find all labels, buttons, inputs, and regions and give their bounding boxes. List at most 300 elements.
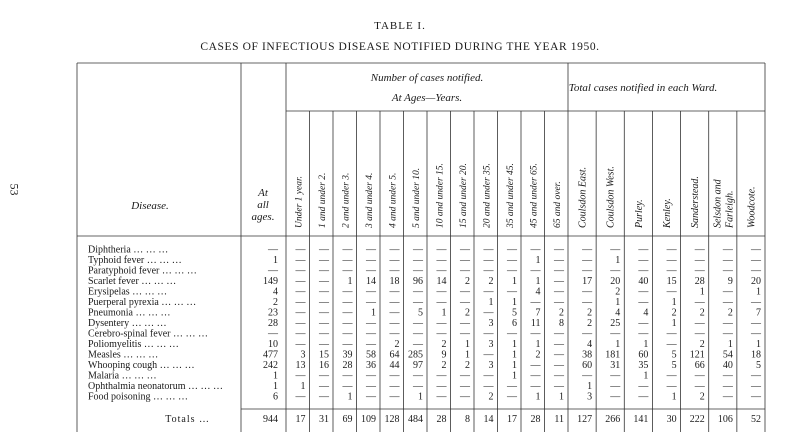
row-5-age-1: —: [319, 297, 329, 308]
row-4-ward-2: —: [638, 286, 649, 298]
row-12-ward-6: —: [751, 370, 761, 382]
row-11-age-2: 28: [342, 360, 353, 371]
row-0-ward-2: —: [638, 244, 649, 256]
row-3-age-7: 2: [465, 276, 470, 287]
row-6-ward-5: 2: [727, 307, 733, 319]
row-14-age-11: 1: [559, 391, 564, 403]
row-8-age-0: —: [295, 328, 306, 340]
all-ages-header-line3: ages.: [251, 211, 275, 223]
row-7-disease: Dysentery … … …: [88, 318, 167, 329]
row-6-age-3: 1: [371, 307, 376, 319]
row-3-ward-3: 15: [666, 276, 677, 287]
row-10-age-4: 64: [389, 349, 400, 361]
totals-age-1: 31: [319, 414, 329, 425]
row-5-age-3: —: [366, 297, 376, 308]
row-13-age-1: —: [319, 381, 329, 392]
row-1-ward-4: —: [694, 255, 705, 266]
row-7-age-9: 6: [512, 318, 517, 329]
row-2-ward-2: —: [638, 265, 649, 277]
row-3-age-2: 1: [347, 276, 353, 287]
row-10-ward-0: 38: [582, 349, 593, 361]
page-title: CASES OF INFECTIOUS DISEASE NOTIFIED DURING THE YEAR 1950.: [200, 41, 600, 53]
row-5-ward-2: —: [638, 297, 649, 308]
row-12-age-7: —: [460, 370, 470, 382]
row-0-ward-5: —: [722, 244, 733, 256]
row-9-age-0: —: [295, 339, 306, 350]
row-14-age-2: 1: [347, 391, 353, 403]
row-9-ward-3: —: [666, 339, 677, 350]
ward-group-header: Total cases notified in each Ward.: [568, 82, 718, 94]
age-col-header-9: 35 and under 45.: [505, 163, 516, 228]
row-14-age-0: —: [295, 391, 306, 403]
row-6-age-11: 2: [559, 307, 564, 319]
age-col-header-10: 45 and under 65.: [529, 163, 540, 228]
row-6-age-5: 5: [418, 307, 423, 319]
totals-ward-6: 52: [751, 414, 761, 425]
row-2-ward-1: —: [610, 265, 621, 277]
row-12-age-4: —: [389, 370, 400, 382]
row-7-ward-2: —: [638, 318, 649, 329]
row-1-age-10: 1: [535, 255, 541, 266]
row-5-age-7: —: [460, 297, 470, 308]
row-7-age-2: —: [342, 318, 353, 329]
row-10-ward-3: 5: [671, 349, 677, 361]
row-13-age-10: —: [530, 381, 541, 392]
row-9-ward-1: 1: [615, 339, 621, 350]
row-4-age-8: —: [483, 286, 494, 298]
row-3-age-11: —: [554, 276, 564, 287]
row-2-age-11: —: [554, 265, 564, 277]
age-col-header-7: 15 and under 20.: [458, 163, 469, 228]
row-13-ward-3: —: [666, 381, 677, 392]
row-2-ward-5: —: [722, 265, 733, 277]
row-14-age-9: —: [507, 391, 517, 403]
row-6-age-8: —: [483, 307, 494, 319]
row-4-disease: Erysipelas … … …: [88, 286, 168, 298]
row-6-age-10: 7: [535, 307, 541, 319]
row-5-disease: Puerperal pyrexia … … …: [88, 297, 197, 308]
ward-col-header-5-part2: Farleigh.: [724, 190, 736, 228]
row-10-ward-4: 121: [689, 349, 705, 361]
age-col-header-2: 2 and under 3.: [341, 172, 352, 228]
row-7-ward-3: 1: [671, 318, 677, 329]
row-4-ward-1: 2: [615, 286, 621, 298]
row-12-ward-4: —: [694, 370, 705, 382]
row-13-ward-0: 1: [587, 381, 593, 392]
row-9-age-3: —: [366, 339, 376, 350]
row-8-ward-2: —: [638, 328, 649, 340]
row-9-ward-0: 4: [587, 339, 593, 350]
row-5-ward-3: 1: [671, 297, 677, 308]
row-4-ward-6: 1: [756, 286, 761, 298]
totals-age-0: 17: [295, 414, 306, 425]
row-7-age-11: 8: [559, 318, 564, 329]
row-3-ward-5: 9: [727, 276, 733, 287]
row-14-ward-1: —: [610, 391, 621, 403]
row-7-age-7: —: [460, 318, 470, 329]
row-7-ward-1: 25: [610, 318, 621, 329]
row-4-age-3: —: [366, 286, 376, 298]
row-1-age-3: —: [366, 255, 376, 266]
row-6-all-ages: 23: [268, 307, 278, 319]
row-5-age-9: 1: [512, 297, 517, 308]
row-9-age-4: 2: [394, 339, 400, 350]
row-11-age-6: 2: [441, 360, 447, 371]
row-11-age-1: 16: [319, 360, 329, 371]
row-10-ward-6: 18: [751, 349, 761, 361]
page-number: 53: [7, 183, 22, 196]
row-11-age-0: 13: [295, 360, 306, 371]
row-13-ward-4: —: [694, 381, 705, 392]
row-13-age-8: —: [483, 381, 494, 392]
row-4-ward-5: —: [722, 286, 733, 298]
row-13-age-6: —: [436, 381, 447, 392]
row-7-ward-6: —: [751, 318, 761, 329]
row-3-disease: Scarlet fever … … …: [88, 276, 177, 287]
row-4-all-ages: 4: [273, 286, 278, 298]
row-1-ward-2: —: [638, 255, 649, 266]
row-1-age-4: —: [389, 255, 400, 266]
row-1-age-9: —: [507, 255, 517, 266]
row-9-ward-5: 1: [727, 339, 733, 350]
row-4-ward-3: —: [666, 286, 677, 298]
ward-col-header-4: Sanderstead.: [690, 176, 702, 228]
row-1-ward-1: 1: [615, 255, 621, 266]
row-1-disease: Typhoid fever … … …: [88, 255, 182, 266]
age-col-header-6: 10 and under 15.: [435, 163, 446, 228]
row-3-ward-0: 17: [582, 276, 593, 287]
row-3-ward-6: 20: [751, 276, 761, 287]
row-7-age-4: —: [389, 318, 400, 329]
age-group-header-line2: At Ages—Years.: [391, 92, 463, 104]
row-12-age-2: —: [342, 370, 353, 382]
age-col-header-0: Under 1 year.: [294, 176, 305, 228]
row-3-age-8: 2: [488, 276, 494, 287]
row-0-age-11: —: [554, 244, 564, 256]
row-8-age-5: —: [413, 328, 423, 340]
totals-ward-3: 30: [666, 414, 677, 425]
row-1-ward-0: —: [582, 255, 593, 266]
row-8-ward-0: —: [582, 328, 593, 340]
row-5-ward-6: —: [751, 297, 761, 308]
row-13-age-11: —: [554, 381, 564, 392]
row-2-ward-3: —: [666, 265, 677, 277]
row-7-ward-5: —: [722, 318, 733, 329]
row-10-age-2: 39: [342, 349, 353, 361]
row-11-ward-1: 31: [610, 360, 621, 371]
row-6-ward-2: 4: [643, 307, 649, 319]
totals-age-7: 8: [465, 414, 470, 425]
totals-age-11: 11: [554, 414, 564, 425]
totals-ward-4: 222: [689, 414, 705, 425]
row-1-age-6: —: [436, 255, 447, 266]
row-3-age-10: 1: [535, 276, 541, 287]
row-4-age-10: 4: [535, 286, 541, 298]
row-12-age-9: 1: [512, 370, 517, 382]
row-6-ward-4: 2: [699, 307, 705, 319]
row-1-age-7: —: [460, 255, 470, 266]
row-4-age-5: —: [413, 286, 423, 298]
row-13-age-4: —: [389, 381, 400, 392]
row-14-ward-5: —: [722, 391, 733, 403]
row-0-ward-3: —: [666, 244, 677, 256]
row-5-ward-0: —: [582, 297, 593, 308]
row-9-age-9: 1: [512, 339, 517, 350]
row-14-age-6: —: [436, 391, 447, 403]
row-13-age-0: 1: [300, 381, 306, 392]
row-13-all-ages: 1: [273, 381, 278, 392]
row-8-ward-3: —: [666, 328, 677, 340]
row-1-age-11: —: [554, 255, 564, 266]
row-7-all-ages: 28: [268, 318, 278, 329]
row-9-age-7: 1: [465, 339, 470, 350]
row-11-age-10: —: [530, 360, 541, 371]
row-0-ward-0: —: [582, 244, 593, 256]
row-5-ward-4: —: [694, 297, 705, 308]
row-2-age-9: —: [507, 265, 517, 277]
row-2-age-10: —: [530, 265, 541, 277]
disease-header: Disease.: [131, 200, 169, 212]
age-col-header-8: 20 and under 35.: [482, 163, 493, 228]
row-7-ward-4: —: [694, 318, 705, 329]
row-4-age-11: —: [554, 286, 564, 298]
row-0-age-0: —: [295, 244, 306, 256]
row-1-all-ages: 1: [273, 255, 278, 266]
row-13-age-2: —: [342, 381, 353, 392]
row-14-disease: Food poisoning … … …: [88, 391, 189, 403]
totals-age-9: 17: [507, 414, 517, 425]
row-8-ward-1: —: [610, 328, 621, 340]
row-0-age-1: —: [319, 244, 329, 256]
row-5-age-5: —: [413, 297, 423, 308]
row-8-age-7: —: [460, 328, 470, 340]
row-1-age-8: —: [483, 255, 494, 266]
row-0-ward-1: —: [610, 244, 621, 256]
row-3-age-9: 1: [512, 276, 517, 287]
totals-age-10: 28: [530, 414, 541, 425]
row-4-age-9: —: [507, 286, 517, 298]
row-8-age-10: —: [530, 328, 541, 340]
age-col-header-3: 3 and under 4.: [364, 172, 375, 228]
row-14-ward-2: —: [638, 391, 649, 403]
row-12-age-0: —: [295, 370, 306, 382]
row-5-ward-1: 1: [615, 297, 621, 308]
row-8-age-4: —: [389, 328, 400, 340]
all-ages-header-line2: all: [257, 199, 269, 211]
row-2-age-0: —: [295, 265, 306, 277]
row-8-age-11: —: [554, 328, 564, 340]
row-2-age-1: —: [319, 265, 329, 277]
totals-ward-1: 266: [605, 414, 621, 425]
row-8-age-1: —: [319, 328, 329, 340]
row-7-age-5: —: [413, 318, 423, 329]
row-6-ward-6: 7: [756, 307, 761, 319]
table-label: TABLE I.: [374, 20, 426, 32]
row-6-age-0: —: [295, 307, 306, 319]
row-13-ward-2: —: [638, 381, 649, 392]
row-12-age-3: —: [366, 370, 376, 382]
ward-col-header-1: Coulsdon West.: [605, 166, 617, 228]
row-7-age-8: 3: [488, 318, 494, 329]
row-11-ward-6: 5: [756, 360, 761, 371]
row-1-ward-5: —: [722, 255, 733, 266]
row-10-ward-1: 181: [605, 349, 621, 361]
row-11-ward-4: 66: [694, 360, 705, 371]
row-1-ward-3: —: [666, 255, 677, 266]
row-6-age-1: —: [319, 307, 329, 319]
row-3-age-1: —: [319, 276, 329, 287]
row-3-age-0: —: [295, 276, 306, 287]
row-7-age-6: —: [436, 318, 447, 329]
row-14-age-8: 2: [488, 391, 494, 403]
age-col-header-4: 4 and under 5.: [388, 172, 399, 228]
row-12-age-10: —: [530, 370, 541, 382]
row-11-age-4: 44: [389, 360, 400, 371]
row-0-ward-4: —: [694, 244, 705, 256]
row-11-age-8: 3: [488, 360, 494, 371]
row-6-ward-1: 4: [615, 307, 621, 319]
row-11-ward-2: 35: [638, 360, 649, 371]
row-7-age-10: 11: [530, 318, 541, 329]
row-12-age-8: —: [483, 370, 494, 382]
row-10-age-1: 15: [319, 349, 329, 361]
row-5-all-ages: 2: [273, 297, 278, 308]
row-4-ward-0: —: [582, 286, 593, 298]
row-0-age-2: —: [342, 244, 353, 256]
row-4-age-0: —: [295, 286, 306, 298]
row-10-all-ages: 477: [263, 349, 278, 361]
row-3-age-6: 14: [436, 276, 447, 287]
row-13-age-7: —: [460, 381, 470, 392]
row-5-age-4: —: [389, 297, 400, 308]
row-10-ward-5: 54: [722, 349, 733, 361]
row-13-ward-6: —: [751, 381, 761, 392]
row-11-ward-3: 5: [671, 360, 677, 371]
row-5-age-11: —: [554, 297, 564, 308]
row-9-age-2: —: [342, 339, 353, 350]
row-10-age-5: 285: [408, 349, 423, 361]
row-1-age-0: —: [295, 255, 306, 266]
row-2-ward-6: —: [751, 265, 761, 277]
row-3-age-3: 14: [366, 276, 376, 287]
row-9-age-5: —: [413, 339, 423, 350]
row-0-all-ages: —: [268, 244, 278, 256]
row-4-age-6: —: [436, 286, 447, 298]
row-9-age-6: 2: [441, 339, 447, 350]
row-6-disease: Pneumonia … … …: [88, 307, 171, 319]
row-10-age-7: 1: [465, 349, 470, 361]
row-11-age-9: 1: [512, 360, 517, 371]
row-2-age-8: —: [483, 265, 494, 277]
row-2-ward-0: —: [582, 265, 593, 277]
row-7-age-3: —: [366, 318, 376, 329]
row-11-age-5: 97: [413, 360, 423, 371]
row-10-age-8: —: [483, 349, 494, 361]
row-9-disease: Poliomyelitis … … …: [88, 339, 179, 350]
row-6-ward-3: 2: [671, 307, 677, 319]
row-10-age-3: 58: [366, 349, 376, 361]
row-13-ward-5: —: [722, 381, 733, 392]
row-2-disease: Paratyphoid fever … … …: [88, 265, 197, 277]
ward-col-header-5-part1: Selsdon and: [712, 179, 724, 228]
row-9-age-8: 3: [488, 339, 494, 350]
ward-col-header-2: Purley.: [633, 199, 645, 228]
row-0-age-8: —: [483, 244, 494, 256]
row-2-all-ages: —: [268, 265, 278, 277]
row-12-ward-1: —: [610, 370, 621, 382]
row-13-age-9: —: [507, 381, 517, 392]
totals-age-5: 484: [408, 414, 423, 425]
row-14-age-7: —: [460, 391, 470, 403]
row-13-age-5: —: [413, 381, 423, 392]
ward-col-header-6: Woodcote.: [746, 186, 758, 228]
totals-age-3: 109: [361, 414, 376, 425]
row-3-ward-4: 28: [694, 276, 705, 287]
row-6-age-2: —: [342, 307, 353, 319]
row-9-age-10: 1: [535, 339, 541, 350]
totals-age-6: 28: [436, 414, 447, 425]
row-14-age-1: —: [319, 391, 329, 403]
row-0-age-6: —: [436, 244, 447, 256]
row-1-age-1: —: [319, 255, 329, 266]
row-11-age-7: 2: [465, 360, 470, 371]
row-13-disease: Ophthalmia neonatorum … … …: [88, 381, 223, 392]
totals-all-ages: 944: [263, 414, 278, 425]
row-8-age-2: —: [342, 328, 353, 340]
row-1-age-2: —: [342, 255, 353, 266]
row-10-age-11: —: [554, 349, 564, 361]
row-0-ward-6: —: [751, 244, 761, 256]
row-3-age-4: 18: [389, 276, 400, 287]
totals-age-8: 14: [483, 414, 494, 425]
row-8-age-8: —: [483, 328, 494, 340]
row-9-ward-2: 1: [643, 339, 649, 350]
row-0-disease: Diphtheria … … …: [88, 244, 169, 256]
age-col-header-1: 1 and under 2.: [317, 172, 328, 228]
row-11-ward-0: 60: [582, 360, 593, 371]
totals-ward-0: 127: [577, 414, 593, 425]
ward-col-header-0: Coulsdon East.: [577, 166, 589, 228]
totals-ward-2: 141: [633, 414, 649, 425]
row-12-age-11: —: [554, 370, 564, 382]
row-9-all-ages: 10: [268, 339, 278, 350]
row-3-all-ages: 149: [263, 276, 278, 287]
row-2-age-3: —: [366, 265, 376, 277]
row-9-ward-4: 2: [699, 339, 705, 350]
totals-age-4: 128: [384, 414, 400, 425]
row-12-ward-2: 1: [643, 370, 649, 382]
row-13-ward-1: —: [610, 381, 621, 392]
row-9-ward-6: 1: [756, 339, 761, 350]
row-12-ward-3: —: [666, 370, 677, 382]
row-11-ward-5: 40: [722, 360, 733, 371]
row-2-age-2: —: [342, 265, 353, 277]
totals-age-2: 69: [342, 414, 353, 425]
row-5-age-0: —: [295, 297, 306, 308]
row-12-age-5: —: [413, 370, 423, 382]
all-ages-header-line1: At: [258, 187, 268, 199]
row-14-age-10: 1: [535, 391, 541, 403]
row-0-age-9: —: [507, 244, 517, 256]
row-6-age-4: —: [389, 307, 400, 319]
row-14-all-ages: 6: [273, 391, 278, 403]
row-5-age-8: 1: [488, 297, 494, 308]
row-6-age-7: 2: [465, 307, 470, 319]
row-2-age-6: —: [436, 265, 447, 277]
row-2-age-5: —: [413, 265, 423, 277]
row-5-age-2: —: [342, 297, 353, 308]
row-10-age-6: 9: [441, 349, 447, 361]
